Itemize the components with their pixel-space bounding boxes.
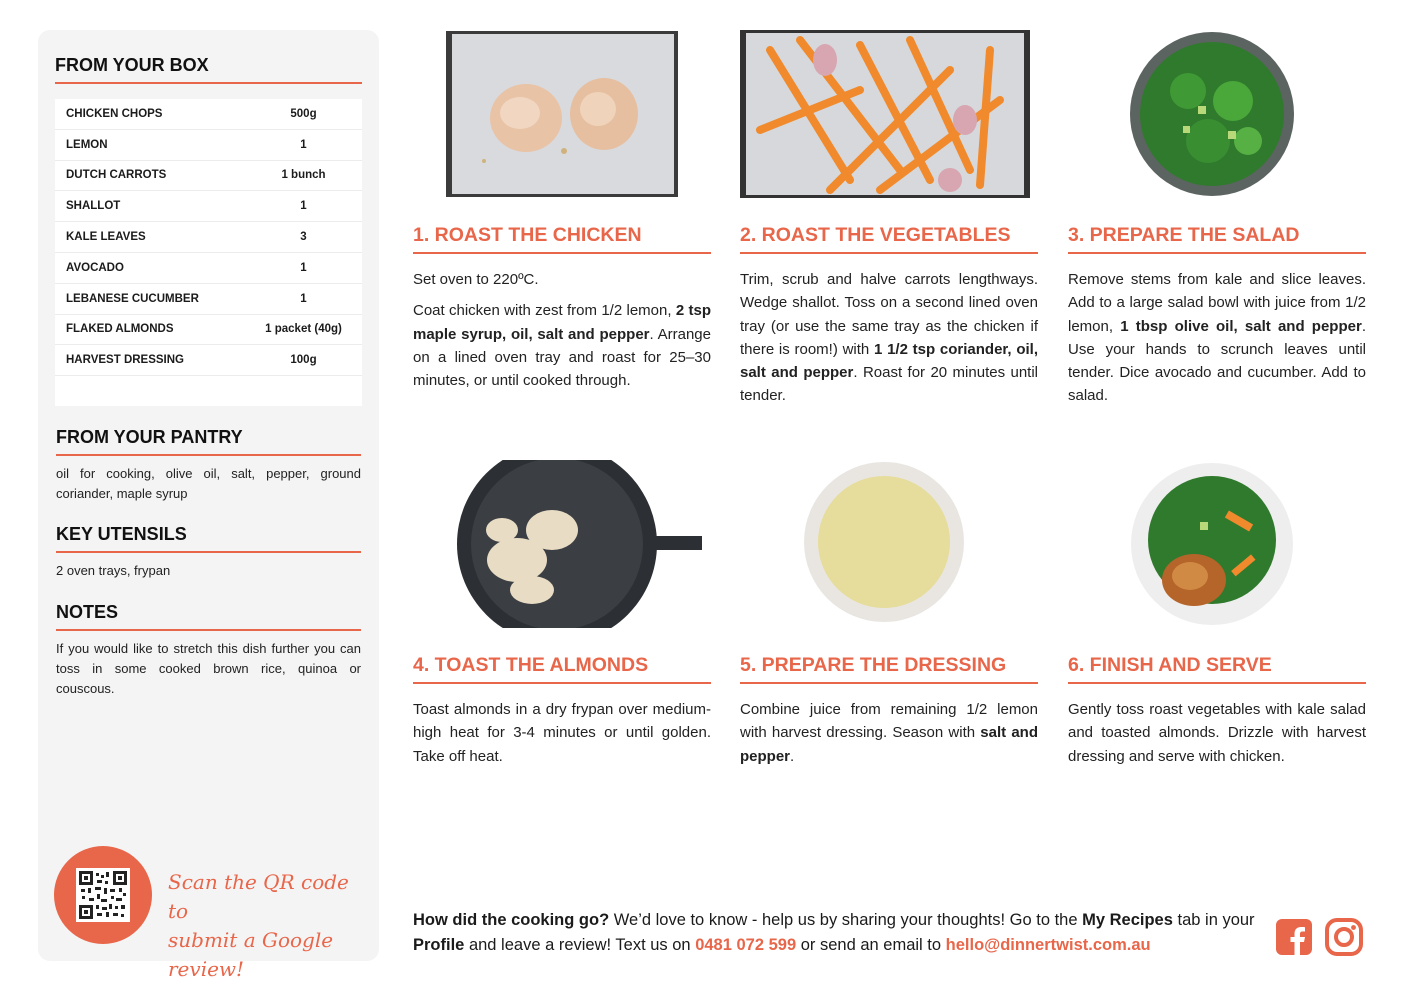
notes-title: NOTES bbox=[56, 602, 361, 631]
ingredients-table bbox=[55, 99, 362, 406]
ingredient-name: CHICKEN CHOPS bbox=[66, 107, 163, 120]
qr-caption bbox=[168, 868, 368, 984]
ingredient-name: LEBANESE CUCUMBER bbox=[66, 292, 199, 305]
ingredient-row bbox=[55, 191, 362, 222]
qr-caption-line2: submit a Google review! bbox=[168, 928, 334, 981]
step-4-title: 4. TOAST THE ALMONDS bbox=[413, 654, 711, 684]
sidebar bbox=[38, 30, 379, 981]
ingredient-qty: 1 packet (40g) bbox=[265, 323, 342, 336]
ingredient-name: HARVEST DRESSING bbox=[66, 354, 185, 367]
step-1-title: 1. ROAST THE CHICKEN bbox=[413, 224, 711, 254]
footer-question: How did the cooking go? bbox=[413, 911, 610, 929]
ingredient-qty: 1 bunch bbox=[281, 169, 326, 182]
step-4 bbox=[413, 654, 711, 776]
from-your-box-title: FROM YOUR BOX bbox=[55, 55, 362, 84]
notes-text: If you would like to stretch this dish further you can toss in some cooked brown rice, quinoa or couscous. bbox=[56, 641, 361, 696]
ingredient-qty: 1 bbox=[300, 200, 307, 213]
step-5 bbox=[740, 654, 1038, 776]
ingredient-row bbox=[55, 222, 362, 253]
ingredient-row bbox=[55, 130, 362, 161]
step-3-text: Remove stems from kale and slice leaves. Add to a large salad bowl with juice from 1/2 lemon, 1 tbsp olive oil, salt and pepper. Use your hands to scrunch leaves until tender. Dice avocado and cucumber. Add to salad. bbox=[1068, 271, 1366, 405]
step-6 bbox=[1068, 654, 1366, 776]
ingredient-name: AVOCADO bbox=[66, 261, 124, 274]
ingredient-name: LEMON bbox=[66, 138, 108, 151]
ingredient-name: SHALLOT bbox=[66, 200, 121, 213]
phone-link[interactable]: 0481 072 599 bbox=[695, 936, 797, 954]
notes-section bbox=[56, 602, 361, 699]
step-2-text: Trim, scrub and halve carrots lengthways. Wedge shallot. Toss on a second lined oven tray (or use the same tray as the chicken if there is room!) with 1 1/2 tsp coriander, oil, salt and pepper. Roast for 20 minutes until tender. bbox=[740, 271, 1039, 405]
ingredient-qty: 500g bbox=[290, 107, 317, 120]
utensils-text: 2 oven trays, frypan bbox=[56, 563, 171, 578]
step-3 bbox=[1068, 224, 1366, 416]
qr-caption-line1: Scan the QR code to bbox=[168, 870, 349, 923]
step-3-title: 3. PREPARE THE SALAD bbox=[1068, 224, 1366, 254]
ingredient-name: DUTCH CARROTS bbox=[66, 169, 167, 182]
ingredient-row bbox=[55, 253, 362, 284]
utensils-title: KEY UTENSILS bbox=[56, 524, 361, 553]
ingredient-name: FLAKED ALMONDS bbox=[66, 323, 174, 336]
ingredient-row bbox=[55, 99, 362, 130]
pantry-text: oil for cooking, olive oil, salt, pepper, ground coriander, maple syrup bbox=[56, 466, 361, 501]
kale-bowl-photo bbox=[1128, 31, 1296, 197]
step-6-title: 6. FINISH AND SERVE bbox=[1068, 654, 1366, 684]
step-2-title: 2. ROAST THE VEGETABLES bbox=[740, 224, 1038, 254]
ingredient-qty: 1 bbox=[300, 261, 307, 274]
instagram-icon[interactable] bbox=[1325, 918, 1363, 956]
ingredient-qty: 1 bbox=[300, 292, 307, 305]
step-5-title: 5. PREPARE THE DRESSING bbox=[740, 654, 1038, 684]
email-link[interactable]: hello@dinnertwist.com.au bbox=[945, 936, 1151, 954]
finished-dish-photo bbox=[1130, 462, 1294, 626]
step-2 bbox=[740, 224, 1038, 416]
ingredient-name: KALE LEAVES bbox=[66, 231, 146, 244]
feedback-footer: How did the cooking go? We’d love to know - help us by sharing your thoughts! Go to the My Recipes tab in your Profile and leave a review! Text us on 0481 072 599 or send an email to hello@dinnertwist.com.au bbox=[413, 911, 1255, 954]
dressing-bowl-photo bbox=[803, 461, 965, 623]
ingredient-qty: 1 bbox=[300, 138, 307, 151]
profile-link[interactable]: Profile bbox=[413, 936, 465, 954]
step-5-text: Combine juice from remaining 1/2 lemon with harvest dressing. Season with salt and pepper. bbox=[740, 701, 1038, 765]
chicken-tray-photo bbox=[444, 31, 680, 197]
almonds-frypan-photo bbox=[457, 460, 703, 628]
ingredient-row bbox=[55, 315, 362, 346]
ingredient-row bbox=[55, 284, 362, 315]
qr-code-badge[interactable] bbox=[54, 846, 152, 944]
ingredient-row bbox=[55, 345, 362, 376]
carrots-tray-photo bbox=[740, 30, 1030, 198]
step-6-text: Gently toss roast vegetables with kale salad and toasted almonds. Drizzle with harvest dressing and serve with chicken. bbox=[1068, 701, 1366, 765]
step-4-text: Toast almonds in a dry frypan over medium-high heat for 3-4 minutes or until golden. Take off heat. bbox=[413, 701, 711, 765]
ingredient-qty: 100g bbox=[290, 354, 317, 367]
ingredient-qty: 3 bbox=[300, 231, 307, 244]
pantry-section bbox=[56, 427, 361, 504]
step-1-text-1: Set oven to 220ºC. bbox=[413, 271, 539, 288]
pantry-title: FROM YOUR PANTRY bbox=[56, 427, 361, 456]
step-1 bbox=[413, 224, 711, 400]
facebook-icon[interactable] bbox=[1275, 918, 1313, 956]
my-recipes-link[interactable]: My Recipes bbox=[1082, 911, 1173, 929]
utensils-section bbox=[56, 524, 361, 581]
qr-code-icon[interactable] bbox=[76, 868, 130, 922]
ingredient-row bbox=[55, 161, 362, 192]
step-1-text-2: Coat chicken with zest from 1/2 lemon, 2 tsp maple syrup, oil, salt and pepper. Arrange on a lined oven tray and roast for 25–30 minutes, or until cooked through. bbox=[413, 302, 711, 390]
